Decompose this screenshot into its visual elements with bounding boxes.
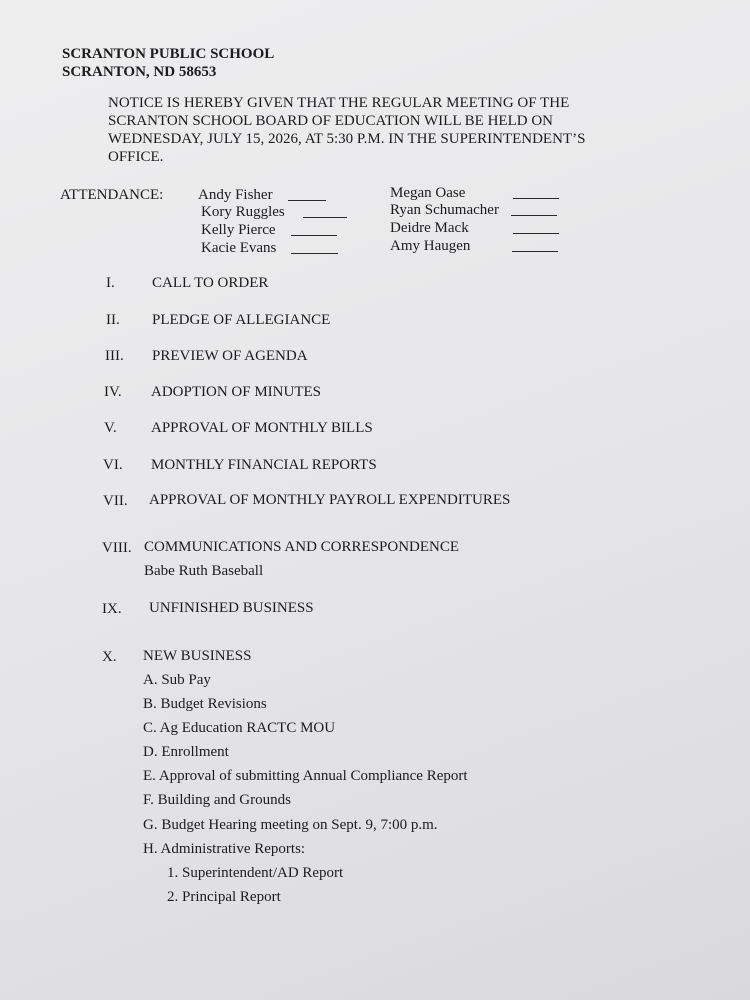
meeting-notice	[108, 94, 648, 166]
agenda-subitem: Babe Ruth Baseball	[144, 563, 264, 579]
new-business-item: H. Administrative Reports:	[143, 841, 306, 857]
agenda-number: VIII.	[102, 540, 132, 556]
school-address: SCRANTON, ND 58653	[62, 64, 217, 80]
new-business-item: E. Approval of submitting Annual Compliance Report	[143, 768, 468, 784]
attendee-name: Deidre Mack	[390, 220, 469, 236]
attendance-blank	[513, 198, 559, 199]
attendance-blank	[288, 200, 326, 201]
agenda-number: V.	[104, 420, 117, 436]
admin-report-item: 2. Principal Report	[167, 889, 281, 905]
attendee-name: Kelly Pierce	[201, 222, 276, 238]
new-business-item: A. Sub Pay	[143, 672, 211, 688]
agenda-item: PREVIEW OF AGENDA	[152, 348, 308, 364]
notice-line: OFFICE.	[108, 149, 164, 165]
agenda-item: UNFINISHED BUSINESS	[149, 600, 314, 616]
attendance-blank	[303, 217, 347, 218]
attendee-name: Ryan Schumacher	[390, 202, 499, 218]
attendance-blank	[291, 235, 337, 236]
agenda-number: I.	[106, 275, 115, 291]
new-business-item: C. Ag Education RACTC MOU	[143, 720, 336, 736]
agenda-number: IV.	[104, 384, 122, 400]
notice-line: WEDNESDAY, JULY 15, 2026, AT 5:30 P.M. IN THE SUPERINTENDENT’S	[108, 131, 586, 147]
notice-line: NOTICE IS HEREBY GIVEN THAT THE REGULAR MEETING OF THE	[108, 95, 570, 111]
agenda-number: II.	[106, 312, 120, 328]
agenda-item: APPROVAL OF MONTHLY BILLS	[151, 420, 373, 436]
agenda-item: ADOPTION OF MINUTES	[151, 384, 322, 400]
agenda-number: III.	[105, 348, 124, 364]
agenda-item: COMMUNICATIONS AND CORRESPONDENCE	[144, 539, 460, 555]
attendance-label: ATTENDANCE:	[60, 187, 164, 203]
new-business-item: F. Building and Grounds	[143, 792, 291, 808]
agenda-item: NEW BUSINESS	[143, 648, 252, 664]
agenda-number: VII.	[103, 493, 128, 509]
school-name: SCRANTON PUBLIC SCHOOL	[62, 46, 275, 62]
agenda-number: VI.	[103, 457, 123, 473]
attendee-name: Kacie Evans	[201, 240, 277, 256]
attendee-name: Megan Oase	[390, 185, 466, 201]
attendance-blank	[291, 253, 338, 254]
agenda-item: MONTHLY FINANCIAL REPORTS	[151, 457, 377, 473]
admin-report-item: 1. Superintendent/AD Report	[167, 865, 344, 881]
attendee-name: Kory Ruggles	[201, 204, 285, 220]
agenda-item: APPROVAL OF MONTHLY PAYROLL EXPENDITURES	[149, 492, 511, 508]
new-business-item: B. Budget Revisions	[143, 696, 267, 712]
agenda-number: IX.	[102, 601, 122, 617]
new-business-item: D. Enrollment	[143, 744, 229, 760]
attendance-blank	[512, 251, 558, 252]
agenda-item: CALL TO ORDER	[152, 275, 269, 291]
attendee-name: Amy Haugen	[390, 238, 471, 254]
attendee-name: Andy Fisher	[198, 187, 273, 203]
attendance-blank	[511, 215, 557, 216]
agenda-item: PLEDGE OF ALLEGIANCE	[152, 312, 331, 328]
agenda-number: X.	[102, 649, 117, 665]
attendance-blank	[513, 233, 559, 234]
new-business-item: G. Budget Hearing meeting on Sept. 9, 7:00 p.m.	[143, 817, 438, 833]
notice-line: SCRANTON SCHOOL BOARD OF EDUCATION WILL BE HELD ON	[108, 113, 554, 129]
